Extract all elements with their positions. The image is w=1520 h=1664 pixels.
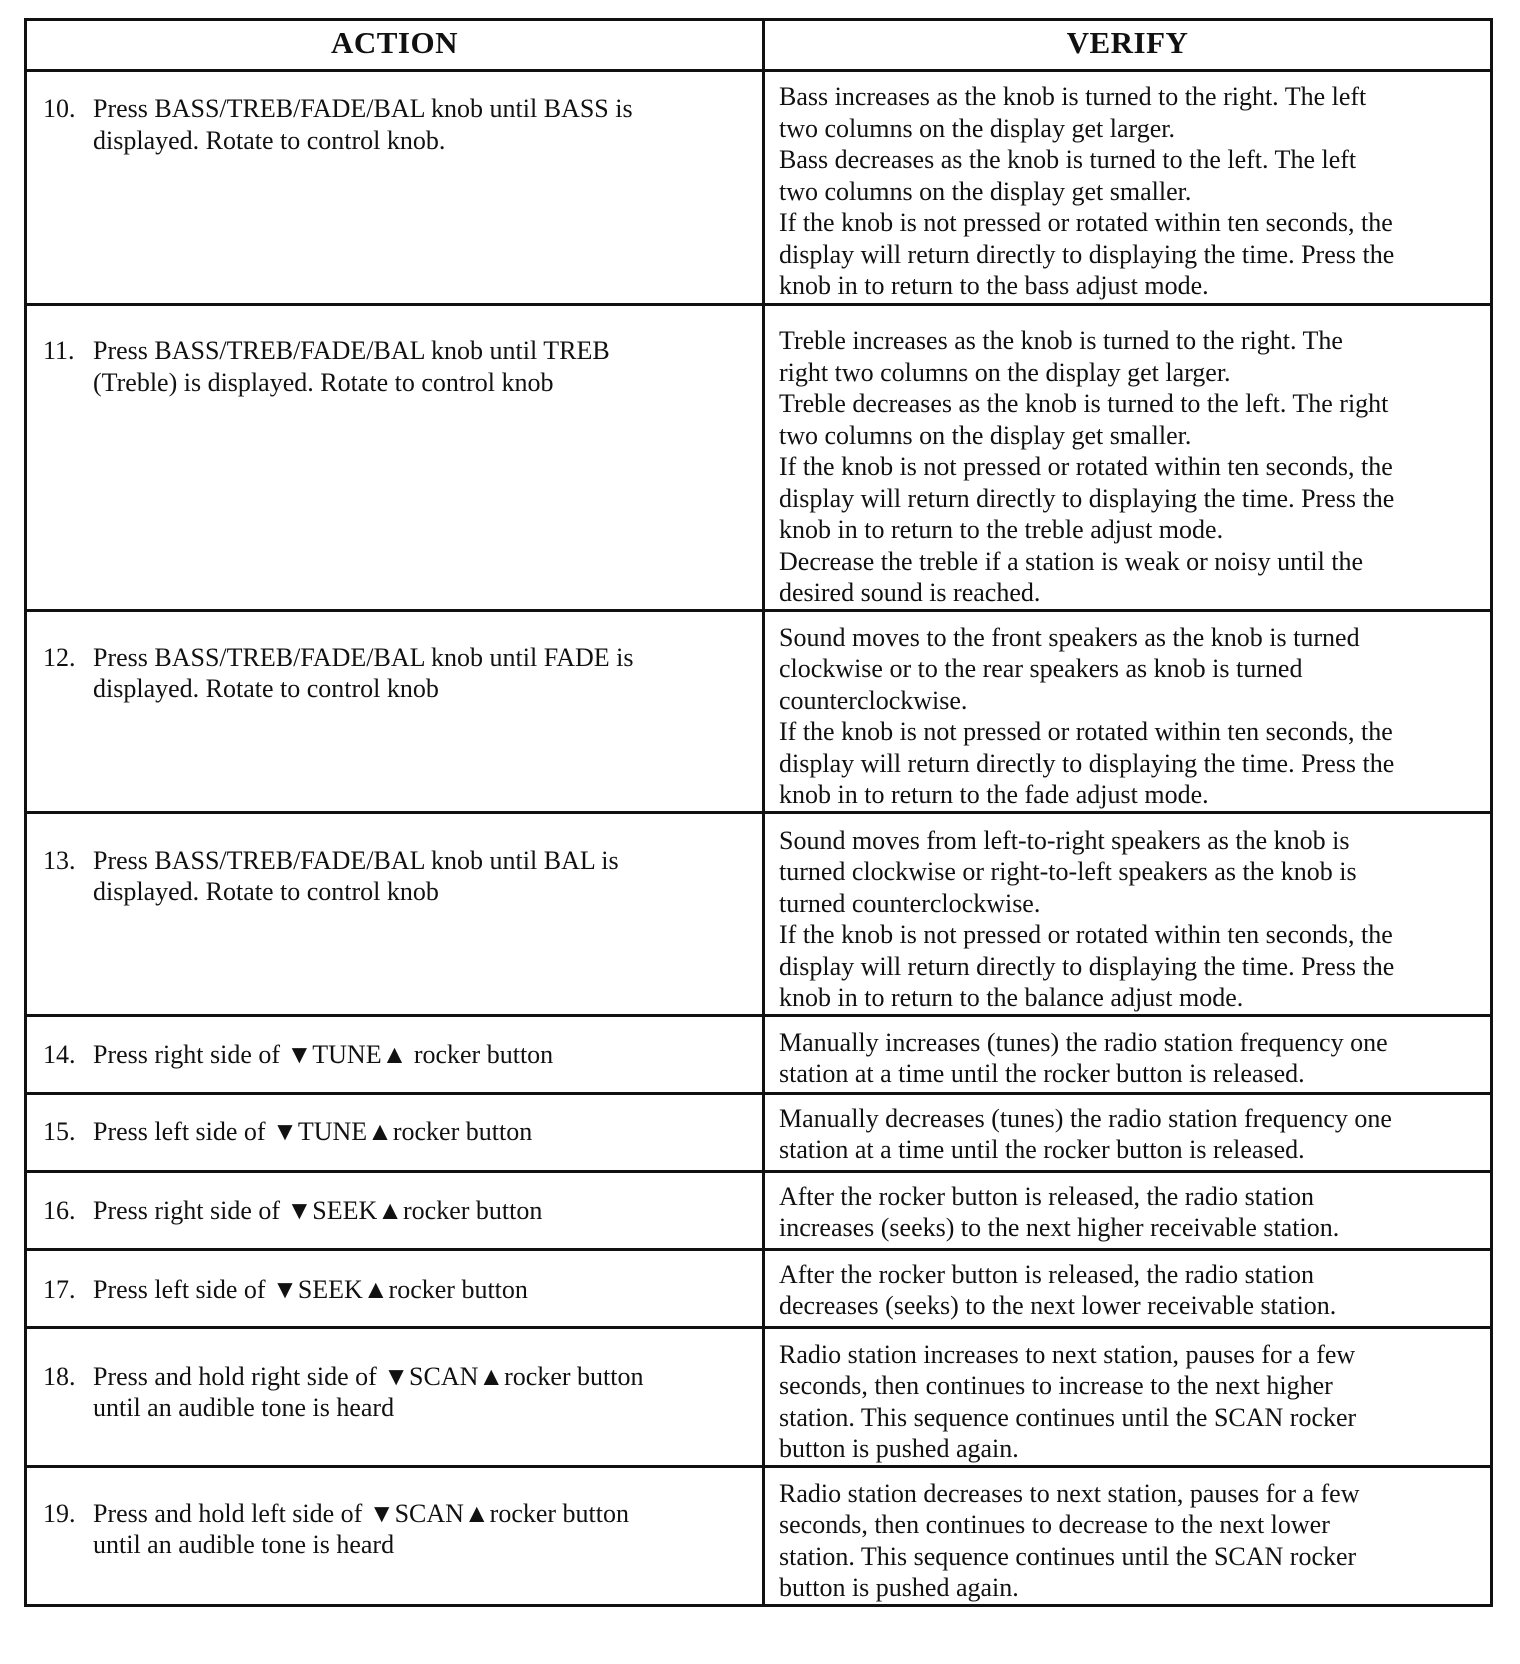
table-row xyxy=(26,812,1492,1015)
verify-text-line: knob in to return to the bass adjust mode. xyxy=(779,271,1209,300)
verify-text-line: display will return directly to displaying the time. Press the xyxy=(779,483,1395,513)
action-cell xyxy=(26,610,764,812)
verify-text-line: Bass decreases as the knob is turned to the left. The left xyxy=(779,145,1357,174)
verify-text-line: Radio station decreases to next station, pauses for a few xyxy=(779,1478,1360,1508)
table-row xyxy=(26,1327,1492,1466)
verify-text-line: Treble decreases as the knob is turned to the left. The right xyxy=(779,389,1389,418)
verify-text-line: If the knob is not pressed or rotated within ten seconds, the xyxy=(779,717,1393,746)
verify-text-line: station at a time until the rocker button is released. xyxy=(779,1135,1305,1164)
action-text-line: Press BASS/TREB/FADE/BAL knob until TREB xyxy=(93,336,610,365)
table-row xyxy=(26,1015,1492,1093)
verify-text-line: After the rocker button is released, the radio station xyxy=(779,1181,1314,1211)
action-header: ACTION xyxy=(26,20,764,71)
verify-text-line: If the knob is not pressed or rotated within ten seconds, the xyxy=(779,920,1393,949)
step-number: 14. xyxy=(43,1039,76,1069)
table-row xyxy=(26,305,1492,611)
step-number: 11. xyxy=(43,336,75,365)
verify-cell xyxy=(764,71,1492,305)
verify-text-line: Radio station increases to next station, pauses for a few xyxy=(779,1339,1356,1369)
action-text-line: (Treble) is displayed. Rotate to control knob xyxy=(93,367,554,397)
verify-cell xyxy=(764,305,1492,611)
verify-cell xyxy=(764,1171,1492,1249)
verify-text-line: clockwise or to the rear speakers as knob is turned xyxy=(779,654,1303,683)
action-text-line: displayed. Rotate to control knob xyxy=(93,674,439,703)
verify-cell xyxy=(764,1093,1492,1171)
action-cell xyxy=(26,1171,764,1249)
verify-text-line: right two columns on the display get larger. xyxy=(779,357,1231,387)
verify-text-line: knob in to return to the fade adjust mode. xyxy=(779,780,1209,809)
verify-text-line: increases (seeks) to the next higher receivable station. xyxy=(779,1213,1340,1242)
verify-text-line: Manually increases (tunes) the radio station frequency one xyxy=(779,1027,1388,1057)
verify-text-line: Sound moves to the front speakers as the knob is turned xyxy=(779,622,1360,652)
step-number: 16. xyxy=(43,1195,76,1225)
action-cell xyxy=(26,812,764,1015)
action-text-line: displayed. Rotate to control knob xyxy=(93,877,439,906)
action-text-line: Press and hold left side of ▼SCAN▲rocker button xyxy=(93,1498,630,1528)
action-cell xyxy=(26,1327,764,1466)
step-number: 18. xyxy=(43,1361,76,1391)
step-number: 12. xyxy=(43,642,76,672)
table-row xyxy=(26,610,1492,812)
verify-text-line: button is pushed again. xyxy=(779,1434,1019,1463)
verify-text-line: two columns on the display get smaller. xyxy=(779,176,1192,206)
action-cell xyxy=(26,1093,764,1171)
step-number: 19. xyxy=(43,1498,76,1528)
verify-cell xyxy=(764,1249,1492,1327)
action-text-line: Press right side of ▼TUNE▲ rocker button xyxy=(93,1039,554,1069)
verify-text-line: Decrease the treble if a station is weak or noisy until the xyxy=(779,546,1364,576)
step-number: 17. xyxy=(43,1274,76,1304)
table-row xyxy=(26,71,1492,305)
verify-cell xyxy=(764,610,1492,812)
verify-text-line: turned counterclockwise. xyxy=(779,888,1041,918)
verify-text-line: Manually decreases (tunes) the radio station frequency one xyxy=(779,1103,1392,1133)
action-cell xyxy=(26,305,764,611)
verify-text-line: knob in to return to the balance adjust mode. xyxy=(779,983,1244,1012)
verify-text-line: desired sound is reached. xyxy=(779,578,1041,607)
table-body xyxy=(26,71,1492,1606)
table-row xyxy=(26,1466,1492,1605)
verify-text-line: Bass increases as the knob is turned to the right. The left xyxy=(779,82,1367,111)
action-verify-table xyxy=(24,18,1493,1607)
verify-text-line: Sound moves from left-to-right speakers as the knob is xyxy=(779,825,1350,855)
verify-text-line: After the rocker button is released, the radio station xyxy=(779,1259,1314,1289)
action-cell xyxy=(26,71,764,305)
verify-text-line: seconds, then continues to decrease to the next lower xyxy=(779,1510,1330,1539)
action-text-line: until an audible tone is heard xyxy=(93,1393,395,1422)
step-number: 13. xyxy=(43,845,76,875)
verify-text-line: Treble increases as the knob is turned to the right. The xyxy=(779,326,1343,355)
action-cell xyxy=(26,1249,764,1327)
action-text-line: Press BASS/TREB/FADE/BAL knob until BAL is xyxy=(93,845,619,875)
action-text-line: Press BASS/TREB/FADE/BAL knob until BASS is xyxy=(93,94,633,123)
action-cell xyxy=(26,1015,764,1093)
verify-text-line: knob in to return to the treble adjust mode. xyxy=(779,515,1224,544)
verify-text-line: two columns on the display get smaller. xyxy=(779,420,1192,450)
action-text-line: Press and hold right side of ▼SCAN▲rocker button xyxy=(93,1361,644,1391)
action-text-line: Press left side of ▼TUNE▲rocker button xyxy=(93,1116,533,1146)
verify-text-line: turned clockwise or right-to-left speakers as the knob is xyxy=(779,857,1357,886)
verify-text-line: station. This sequence continues until the SCAN rocker xyxy=(779,1541,1357,1571)
action-text-line: Press right side of ▼SEEK▲rocker button xyxy=(93,1195,543,1225)
step-number: 15. xyxy=(43,1116,76,1146)
action-text-line: displayed. Rotate to control knob. xyxy=(93,125,446,155)
verify-text-line: display will return directly to displaying the time. Press the xyxy=(779,748,1395,778)
verify-header: VERIFY xyxy=(764,20,1492,71)
action-text-line: Press left side of ▼SEEK▲rocker button xyxy=(93,1274,528,1304)
verify-text-line: two columns on the display get larger. xyxy=(779,113,1175,143)
verify-text-line: counterclockwise. xyxy=(779,685,968,715)
verify-cell xyxy=(764,812,1492,1015)
verify-text-line: station. This sequence continues until the SCAN rocker xyxy=(779,1402,1357,1432)
verify-text-line: display will return directly to displaying the time. Press the xyxy=(779,239,1395,269)
table-row xyxy=(26,1171,1492,1249)
table-row xyxy=(26,1093,1492,1171)
table-row xyxy=(26,1249,1492,1327)
action-text-line: until an audible tone is heard xyxy=(93,1530,395,1559)
verify-text-line: button is pushed again. xyxy=(779,1573,1019,1602)
verify-text-line: If the knob is not pressed or rotated within ten seconds, the xyxy=(779,208,1393,237)
verify-text-line: decreases (seeks) to the next lower receivable station. xyxy=(779,1291,1337,1320)
header-row xyxy=(26,20,1492,71)
action-cell xyxy=(26,1466,764,1605)
verify-cell xyxy=(764,1327,1492,1466)
procedure-page xyxy=(24,18,1490,1607)
action-text-line: Press BASS/TREB/FADE/BAL knob until FADE is xyxy=(93,642,634,672)
step-number: 10. xyxy=(43,94,76,123)
verify-cell xyxy=(764,1015,1492,1093)
verify-text-line: seconds, then continues to increase to the next higher xyxy=(779,1371,1333,1400)
verify-text-line: If the knob is not pressed or rotated within ten seconds, the xyxy=(779,452,1393,481)
verify-text-line: station at a time until the rocker button is released. xyxy=(779,1059,1305,1088)
verify-cell xyxy=(764,1466,1492,1605)
verify-text-line: display will return directly to displaying the time. Press the xyxy=(779,951,1395,981)
